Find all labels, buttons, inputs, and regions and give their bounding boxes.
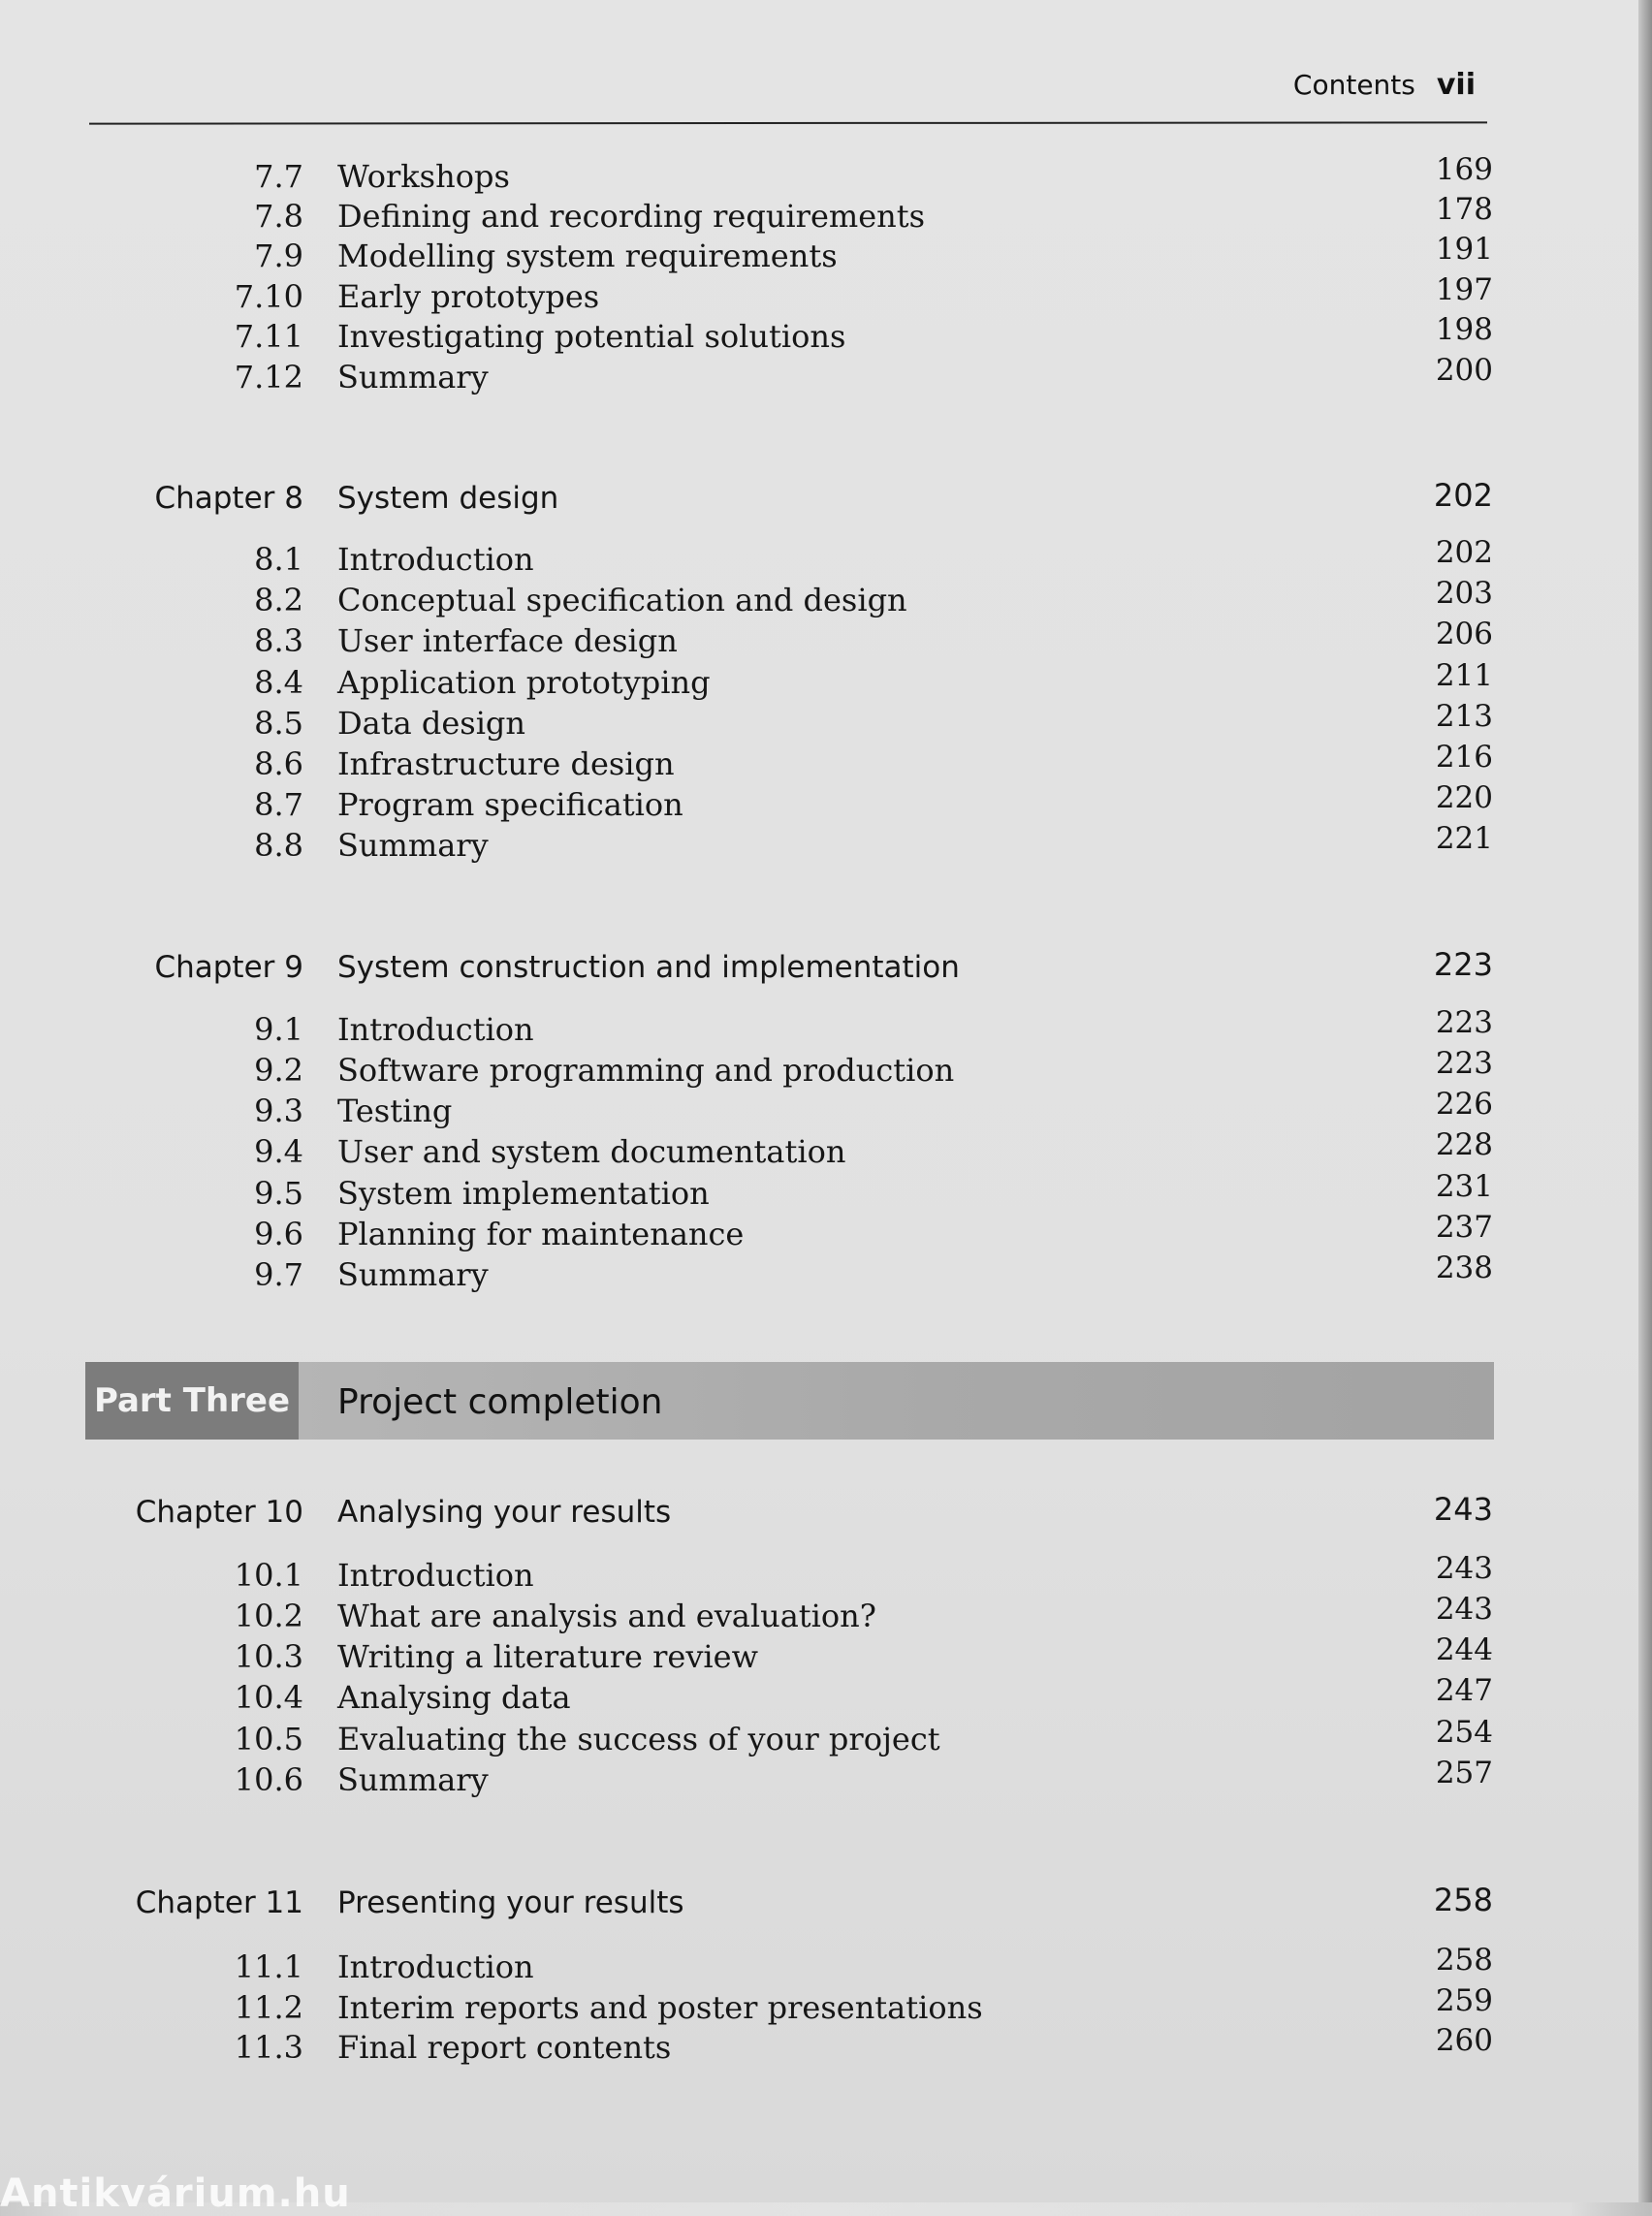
toc-section-row [0,1210,1493,1258]
section-number: 9.7 [254,1256,303,1293]
section-page: 244 [1435,1632,1493,1667]
toc-section-row [0,152,1493,201]
section-title: User interface design [337,622,678,659]
section-number: 9.2 [254,1052,303,1089]
toc-section-row [0,272,1493,321]
toc-section-row [0,1169,1493,1218]
section-title: Summary [337,827,489,864]
toc-chapter-row [0,477,1493,523]
toc-section-row [0,1087,1493,1135]
section-number: 9.4 [254,1133,303,1170]
toc-section-row [0,1756,1493,1804]
section-page: 243 [1435,1551,1493,1586]
section-page: 221 [1435,821,1493,856]
toc-section-row [0,1250,1493,1299]
section-title: Evaluating the success of your project [337,1721,940,1757]
toc-section-row [0,192,1493,240]
section-number: 8.7 [254,786,303,823]
header-rule [89,121,1487,124]
section-number: 7.7 [254,158,303,195]
section-title: Introduction [337,1011,534,1048]
section-title: What are analysis and evaluation? [337,1598,876,1634]
toc-chapter-row [0,1491,1493,1537]
section-page: 206 [1435,617,1493,651]
section-title: Writing a literature review [337,1638,758,1675]
section-title: Testing [337,1092,453,1129]
section-page: 223 [1435,1005,1493,1040]
section-number: 8.8 [254,827,303,864]
toc-section-row [0,232,1493,280]
toc-section-row [0,1592,1493,1640]
section-page: 247 [1435,1673,1493,1708]
section-title: Defining and recording requirements [337,198,926,235]
section-page: 211 [1435,658,1493,693]
toc-section-row [0,535,1493,584]
section-number: 9.6 [254,1216,303,1252]
toc-section-row [0,1551,1493,1599]
section-title: Software programming and production [337,1052,955,1089]
section-page: 202 [1435,535,1493,570]
section-title: Interim reports and poster presentations [337,1989,983,2026]
section-title: Analysing data [337,1679,571,1716]
section-number: 10.4 [234,1679,303,1716]
section-page: 228 [1435,1127,1493,1162]
section-number: 9.5 [254,1175,303,1212]
section-number: 7.10 [234,278,303,315]
section-page: 169 [1435,152,1493,187]
toc-section-row [0,1127,1493,1176]
toc-section-row [0,699,1493,747]
section-page: 243 [1435,1592,1493,1627]
section-number: 8.5 [254,705,303,742]
section-number: 8.6 [254,745,303,782]
section-page: 226 [1435,1087,1493,1122]
part-title: Project completion [337,1382,663,1422]
toc-section-row [0,353,1493,401]
section-number: 10.1 [234,1557,303,1594]
section-title: System implementation [337,1175,710,1212]
section-title: Summary [337,1761,489,1798]
chapter-title: Analysing your results [337,1495,672,1530]
section-page: 238 [1435,1250,1493,1285]
section-number: 8.2 [254,582,303,618]
section-number: 8.4 [254,664,303,701]
section-number: 7.8 [254,198,303,235]
toc-section-row [0,312,1493,361]
toc-section-row [0,1046,1493,1094]
toc-chapter-row [0,946,1493,993]
section-title: Early prototypes [337,278,600,315]
header-label: Contents [1292,69,1415,101]
section-title: User and system documentation [337,1133,846,1170]
section-title: Application prototyping [337,664,711,701]
chapter-title: System construction and implementation [337,950,960,985]
section-number: 10.5 [234,1721,303,1757]
section-number: 8.1 [254,541,303,578]
section-number: 7.11 [234,318,303,355]
section-number: 9.3 [254,1092,303,1129]
toc-section-row [0,780,1493,829]
section-page: 259 [1435,1983,1493,2018]
section-number: 8.3 [254,622,303,659]
toc-section-row [0,2023,1493,2072]
toc-section-row [0,1983,1493,2032]
section-title: Data design [337,705,526,742]
toc-section-row [0,1715,1493,1763]
section-title: Introduction [337,541,534,578]
chapter-label: Chapter 11 [135,1885,303,1920]
section-number: 11.1 [234,1948,303,1985]
section-page: 223 [1435,1046,1493,1081]
toc-section-row [0,617,1493,665]
section-page: 197 [1435,272,1493,307]
chapter-page: 258 [1433,1882,1493,1918]
chapter-label: Chapter 8 [154,481,303,516]
running-header [1293,68,1476,102]
section-title: Summary [337,1256,489,1293]
section-page: 254 [1435,1715,1493,1750]
chapter-title: Presenting your results [337,1885,684,1920]
section-page: 216 [1435,740,1493,775]
section-page: 178 [1435,192,1493,227]
section-title: Planning for maintenance [337,1216,745,1252]
toc-section-row [0,576,1493,624]
section-title: Investigating potential solutions [337,318,846,355]
section-page: 258 [1435,1943,1493,1978]
chapter-label: Chapter 10 [135,1495,303,1530]
section-page: 257 [1435,1756,1493,1790]
toc-section-row [0,1943,1493,1991]
toc-section-row [0,1673,1493,1722]
watermark-logo: Antikvárium.hu [0,2171,351,2216]
section-number: 10.3 [234,1638,303,1675]
section-title: Introduction [337,1948,534,1985]
section-title: Program specification [337,786,683,823]
section-title: Conceptual specification and design [337,582,907,618]
section-title: Summary [337,359,489,396]
section-page: 220 [1435,780,1493,815]
section-title: Infrastructure design [337,745,675,782]
section-number: 7.9 [254,237,303,274]
section-page: 237 [1435,1210,1493,1245]
chapter-label: Chapter 9 [154,950,303,985]
chapter-page: 223 [1433,946,1493,983]
section-title: Modelling system requirements [337,237,838,274]
section-title: Workshops [337,158,510,195]
section-number: 7.12 [234,359,303,396]
chapter-page: 243 [1433,1491,1493,1528]
book-spine-shadow [1638,0,1652,2202]
section-number: 9.1 [254,1011,303,1048]
toc-section-row [0,740,1493,788]
section-page: 260 [1435,2023,1493,2058]
chapter-title: System design [337,481,559,516]
section-title: Final report contents [337,2029,672,2066]
chapter-page: 202 [1433,477,1493,514]
toc-chapter-row [0,1882,1493,1928]
toc-section-row [0,821,1493,870]
section-number: 11.2 [234,1989,303,2026]
part-label: Part Three [85,1362,299,1440]
section-page: 198 [1435,312,1493,347]
toc-section-row [0,1632,1493,1681]
section-page: 200 [1435,353,1493,388]
section-title: Introduction [337,1557,534,1594]
toc-section-row [0,1005,1493,1054]
section-number: 10.6 [234,1761,303,1798]
toc-section-row [0,658,1493,707]
section-page: 213 [1435,699,1493,734]
section-number: 11.3 [234,2029,303,2066]
header-page-number: vii [1436,68,1476,102]
section-page: 231 [1435,1169,1493,1204]
section-page: 203 [1435,576,1493,611]
section-page: 191 [1435,232,1493,267]
section-number: 10.2 [234,1598,303,1634]
